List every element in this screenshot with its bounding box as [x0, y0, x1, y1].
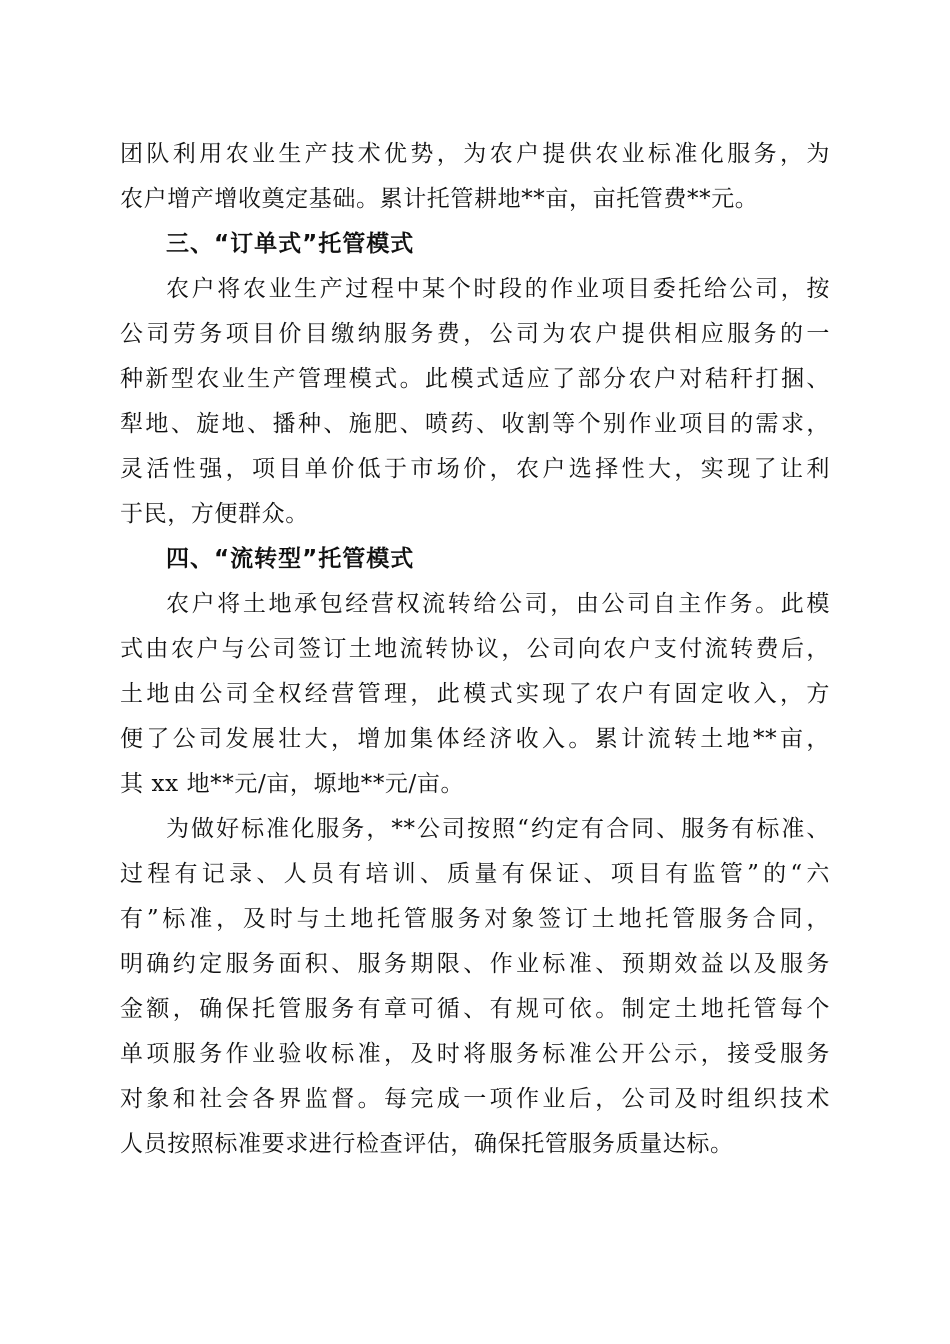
text-line: 犁地、旋地、播种、施肥、喷药、收割等个别作业项目的需求，	[120, 411, 830, 437]
text-line: 土地由公司全权经营管理，此模式实现了农户有固定收入，方	[120, 681, 830, 707]
text-line: 公司劳务项目价目缴纳服务费，公司为农户提供相应服务的一	[120, 321, 830, 347]
text-line: 于民，方便群众。	[120, 501, 309, 527]
text-line: 种新型农业生产管理模式。此模式适应了部分农户对秸秆打捆、	[120, 366, 830, 392]
text-line: 农户将土地承包经营权流转给公司，由公司自主作务。此模	[166, 591, 830, 617]
document-page	[120, 132, 830, 1167]
text-line: 人员按照标准要求进行检查评估，确保托管服务质量达标。	[120, 1131, 734, 1157]
paragraph-transfer-mode	[120, 582, 830, 807]
text-line: 对象和社会各界监督。每完成一项作业后，公司及时组织技术	[120, 1086, 830, 1112]
text-line: 其 xx 地**元/亩，塬地**元/亩。	[120, 771, 465, 797]
text-line: 便了公司发展壮大，增加集体经济收入。累计流转土地**亩，	[120, 726, 830, 752]
text-line: 单项服务作业验收标准，及时将服务标准公开公示，接受服务	[120, 1041, 830, 1067]
text-line: 团队利用农业生产技术优势，为农户提供农业标准化服务，为	[120, 141, 830, 167]
text-line: 明确约定服务面积、服务期限、作业标准、预期效益以及服务	[120, 951, 830, 977]
text-line: 灵活性强，项目单价低于市场价，农户选择性大，实现了让利	[120, 456, 830, 482]
text-line: 为做好标准化服务，**公司按照“约定有合同、服务有标准、	[166, 816, 830, 842]
paragraph-farmland-trusteeship-summary	[120, 132, 830, 222]
paragraph-standardized-service	[120, 807, 830, 1167]
section-heading-order-mode: 三、“订单式”托管模式	[166, 231, 415, 257]
text-line: 式由农户与公司签订土地流转协议，公司向农户支付流转费后，	[120, 636, 830, 662]
text-line: 有”标准，及时与土地托管服务对象签订土地托管服务合同，	[120, 906, 830, 932]
section-heading-transfer-mode: 四、“流转型”托管模式	[166, 546, 415, 572]
text-line: 农户将农业生产过程中某个时段的作业项目委托给公司，按	[166, 276, 830, 302]
text-line: 过程有记录、人员有培训、质量有保证、项目有监管”的“六	[120, 861, 830, 887]
paragraph-order-mode	[120, 267, 830, 537]
text-line: 农户增产增收奠定基础。累计托管耕地**亩，亩托管费**元。	[120, 186, 759, 212]
text-line: 金额，确保托管服务有章可循、有规可依。制定土地托管每个	[120, 996, 830, 1022]
